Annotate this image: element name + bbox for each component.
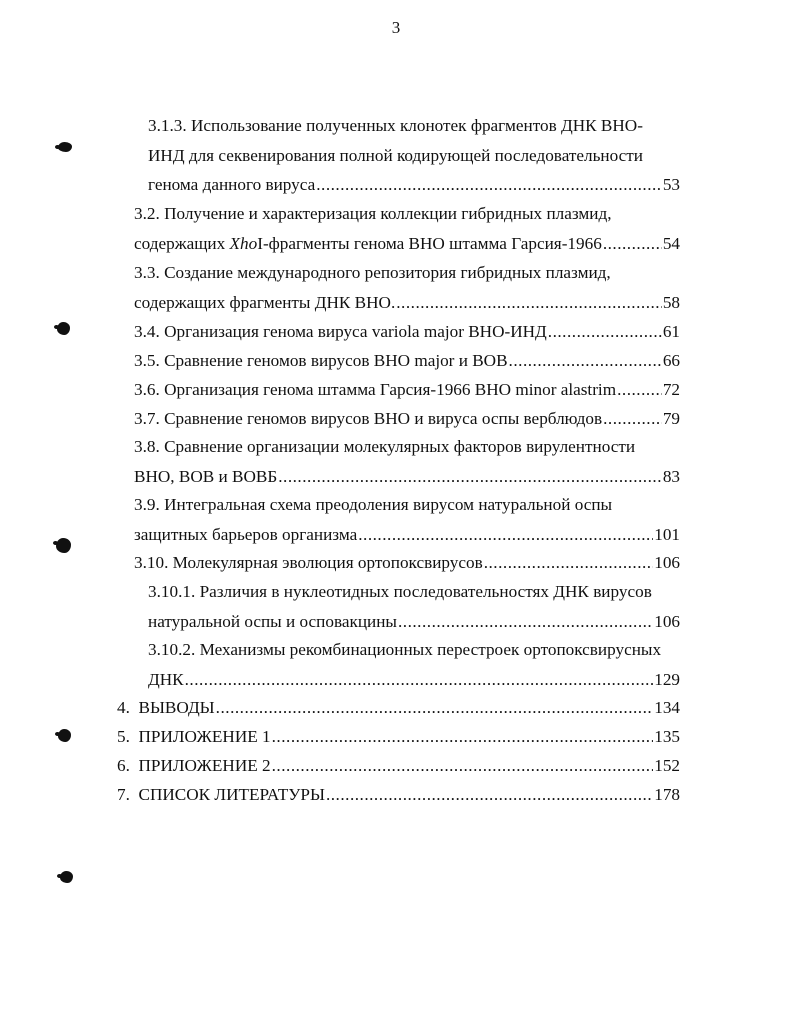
toc-page-number: 66 <box>662 351 680 370</box>
leader-dots <box>272 751 654 781</box>
toc-entry-text-line: ИНД для секвенирования полной кодирующей последовательности <box>148 145 643 165</box>
toc-entry-last-line <box>134 520 680 550</box>
toc-entry-last-line <box>117 722 680 752</box>
toc-entry-title: 7. СПИСОК ЛИТЕРАТУРЫ <box>117 785 325 804</box>
leader-dots <box>603 404 662 434</box>
toc-entry-last-line <box>148 665 680 695</box>
scan-blot-mark <box>58 142 72 152</box>
toc-entry-3-7[interactable] <box>134 404 680 434</box>
toc-page-number: 135 <box>654 727 680 746</box>
toc-entry-3-10-2[interactable] <box>148 635 680 694</box>
toc-entry-title: 3.7. Сравнение геномов вирусов ВНО и вируса оспы верблюдов <box>134 409 603 428</box>
toc-entry-title: 3.4. Организация генома вируса variola major ВНО-ИНД <box>134 322 547 341</box>
toc-entry-last-line <box>134 317 680 347</box>
toc-page-number: 83 <box>662 466 680 486</box>
leader-dots <box>316 170 662 200</box>
leader-dots <box>603 229 662 259</box>
toc-entry-title: 4. ВЫВОДЫ <box>117 698 215 717</box>
toc-entry-text-line: 3.1.3. Использование полученных клонотек фрагментов ДНК ВНО- <box>148 116 643 135</box>
toc-title-part: содержащих <box>134 233 230 253</box>
toc-entry-3-10-1[interactable] <box>148 577 680 636</box>
toc-entry-title: защитных барьеров организма <box>134 524 358 544</box>
leader-dots <box>398 607 653 637</box>
leader-dots <box>272 722 654 752</box>
toc-entry-text-line: 3.10.2. Механизмы рекомбинационных перестроек ортопоксвирусных <box>148 640 662 659</box>
toc-entry-last-line <box>134 375 680 405</box>
leader-dots <box>326 780 653 810</box>
toc-entry-title <box>134 229 602 259</box>
toc-entry-last-line <box>134 548 680 578</box>
toc-entry-5[interactable] <box>117 722 680 752</box>
toc-entry-last-line <box>134 404 680 434</box>
toc-entry-3-1-3[interactable] <box>148 111 680 200</box>
toc-entry-6[interactable] <box>117 751 680 781</box>
toc-entry-3-5[interactable] <box>134 346 680 376</box>
toc-page-number: 101 <box>654 524 680 544</box>
toc-entry-title: содержащих фрагменты ДНК ВНО. <box>134 292 396 312</box>
toc-entry-last-line <box>117 693 680 723</box>
toc-entry-3-6[interactable] <box>134 375 680 405</box>
leader-dots <box>484 548 654 578</box>
toc-title-part: I-фрагменты генома ВНО штамма Гарсия-1966 <box>257 233 602 253</box>
page-number: 3 <box>391 18 401 37</box>
toc-entry-title: 6. ПРИЛОЖЕНИЕ 2 <box>117 756 271 775</box>
toc-page-number: 178 <box>654 785 680 804</box>
toc-page-number: 152 <box>654 756 680 775</box>
toc-page-number: 53 <box>662 175 680 194</box>
toc-page-number: 106 <box>654 611 680 631</box>
toc-entry-last-line <box>148 170 680 200</box>
scan-blot-mark <box>60 871 73 883</box>
leader-dots <box>509 346 662 376</box>
toc-entry-3-9[interactable] <box>134 490 680 549</box>
toc-entry-last-line <box>134 462 680 492</box>
toc-entry-last-line <box>148 607 680 637</box>
toc-entry-last-line <box>134 346 680 376</box>
toc-entry-text-line: 3.8. Сравнение организации молекулярных факторов вирулентности <box>134 437 636 456</box>
leader-dots <box>358 520 653 550</box>
toc-entry-text-line: 3.10.1. Различия в нуклеотидных последовательностях ДНК вирусов <box>148 582 652 601</box>
toc-entry-title: 3.5. Сравнение геномов вирусов ВНО major и ВОВ <box>134 351 508 370</box>
toc-entry-title: натуральной оспы и осповакцины <box>148 611 397 631</box>
toc-entry-text-line: 3.9. Интегральная схема преодоления вирусом натуральной оспы <box>134 495 613 514</box>
leader-dots <box>185 665 654 695</box>
toc-page-number: 106 <box>654 553 680 572</box>
toc-entry-text-line: 3.2. Получение и характеризация коллекции гибридных плазмид, <box>134 204 612 223</box>
leader-dots <box>617 375 662 405</box>
toc-entry-3-10[interactable] <box>134 548 680 578</box>
toc-page-number: 58 <box>662 292 680 312</box>
leader-dots <box>216 693 654 723</box>
scan-blot-mark <box>56 538 71 553</box>
toc-entry-title: генома данного вируса <box>148 175 316 194</box>
scan-blot-mark <box>58 729 71 742</box>
toc-page-number: 61 <box>662 322 680 341</box>
toc-entry-3-3[interactable] <box>134 258 680 317</box>
toc-page-number: 79 <box>662 409 680 428</box>
toc-title-italic: Xho <box>229 233 258 253</box>
toc-entry-title: 5. ПРИЛОЖЕНИЕ 1 <box>117 727 271 746</box>
toc-entry-last-line <box>134 229 680 259</box>
toc-entry-last-line <box>117 780 680 810</box>
leader-dots <box>396 288 662 318</box>
toc-entry-title: ДНК <box>148 669 184 689</box>
toc-page-number: 134 <box>654 698 680 717</box>
toc-entry-title: ВНО, ВОВ и ВОВБ <box>134 466 278 486</box>
toc-entry-title: 3.10. Молекулярная эволюция ортопоксвирусов <box>134 553 483 572</box>
scan-blot-mark <box>57 322 70 335</box>
leader-dots <box>548 317 662 347</box>
toc-page-number: 54 <box>662 233 680 253</box>
toc-entry-last-line <box>117 751 680 781</box>
toc-page-number: 72 <box>662 380 680 399</box>
toc-page-number: 129 <box>654 669 680 689</box>
toc-entry-3-4[interactable] <box>134 317 680 347</box>
leader-dots <box>278 462 662 492</box>
toc-entry-title: 3.6. Организация генома штамма Гарсия-1966 ВНО minor alastrim <box>134 380 617 399</box>
toc-entry-3-8[interactable] <box>134 432 680 491</box>
toc-entry-3-2[interactable] <box>134 199 680 258</box>
toc-entry-7[interactable] <box>117 780 680 810</box>
toc-entry-4[interactable] <box>117 693 680 723</box>
toc-entry-last-line <box>134 288 680 318</box>
toc-entry-text-line: 3.3. Создание международного репозитория гибридных плазмид, <box>134 263 611 282</box>
